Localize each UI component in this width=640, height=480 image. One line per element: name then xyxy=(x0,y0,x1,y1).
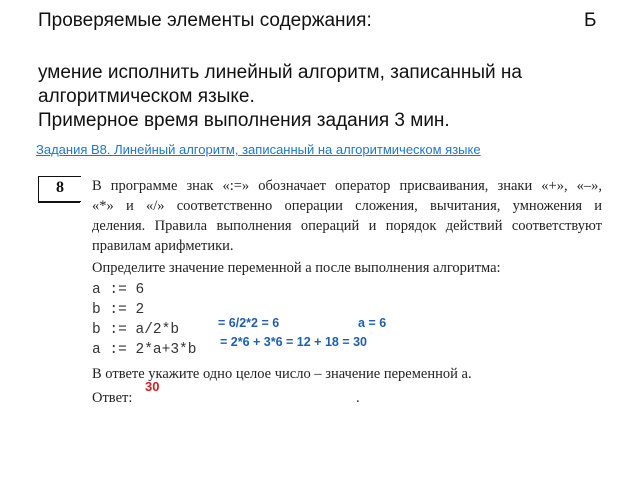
code-line-1: a := 6 xyxy=(92,282,145,298)
task-text-line-4: правилам арифметики. xyxy=(92,238,234,254)
task-text-line-1: В программе знак «:=» обозначает оператор присваивания, знаки «+», «–», xyxy=(92,178,602,194)
task-number-box: 8 xyxy=(38,176,81,202)
annotation-calc-b: = 6/2*2 = 6 xyxy=(218,316,280,330)
answer-dot: . xyxy=(356,390,360,406)
answer-label: Ответ: xyxy=(92,390,133,406)
annotation-calc-a: = 2*6 + 3*6 = 12 + 18 = 30 xyxy=(220,335,368,349)
code-line-3: b := a/2*b xyxy=(92,322,180,338)
task-text-line-2: «*» и «/» соответственно операции сложения, вычитания, умножения и xyxy=(92,198,602,214)
code-line-2: b := 2 xyxy=(92,302,145,318)
task-link[interactable]: Задания B8. Линейный алгоритм, записанный на алгоритмическом языке xyxy=(36,142,481,157)
annotation-a-value: a = 6 xyxy=(358,316,387,330)
code-line-4: a := 2*a+3*b xyxy=(92,342,197,358)
time-estimate: Примерное время выполнения задания 3 мин. xyxy=(38,110,450,131)
header-title: Проверяемые элементы содержания: xyxy=(38,10,372,31)
skill-text-line-2: алгоритмическом языке. xyxy=(38,86,255,107)
task-instruction: В ответе укажите одно целое число – значение переменной a. xyxy=(92,366,472,382)
task-question: Определите значение переменной a после выполнения алгоритма: xyxy=(92,260,501,276)
difficulty-level: Б xyxy=(584,10,597,31)
skill-text-line-1: умение исполнить линейный алгоритм, записанный на xyxy=(38,62,522,83)
task-text-line-3: деления. Правила выполнения операций и порядок действий соответствуют xyxy=(92,218,602,234)
answer-value: 30 xyxy=(145,379,160,394)
task-number-underline xyxy=(38,201,80,203)
